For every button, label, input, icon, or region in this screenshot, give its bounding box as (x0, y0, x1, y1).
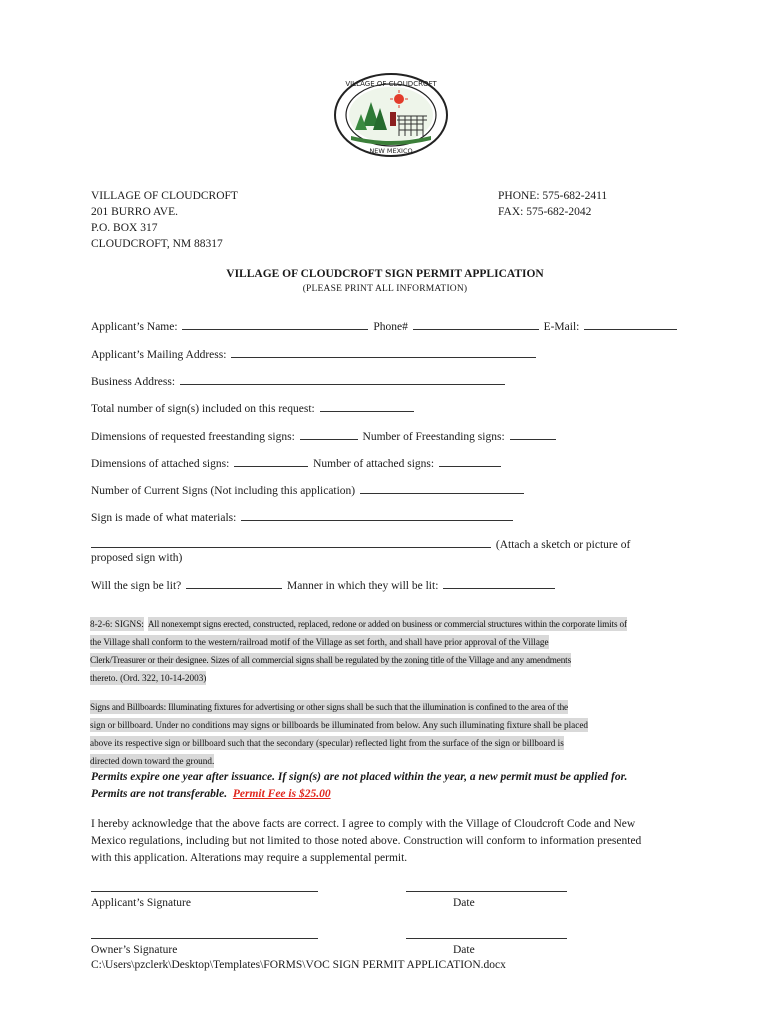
applicant-name-input[interactable] (182, 318, 368, 330)
lit-row (91, 577, 557, 594)
freestanding-number-input[interactable] (510, 428, 556, 440)
address-line: CLOUDCROFT, NM 88317 (91, 238, 223, 250)
total-signs-input[interactable] (320, 400, 414, 412)
date-label-2: Date (453, 944, 475, 956)
billboard-ordinance (90, 697, 680, 769)
acknowledgement (91, 816, 641, 867)
address-line: 201 BURRO AVE. (91, 206, 179, 218)
materials-row (91, 509, 515, 526)
ack-line: with this application. Alterations may require a supplemental permit. (91, 852, 408, 864)
business-address-input[interactable] (180, 373, 505, 385)
form-subtitle: (PLEASE PRINT ALL INFORMATION) (302, 284, 468, 294)
business-address-row (91, 373, 507, 390)
billboard-line: Signs and Billboards: Illuminating fixtures for advertising or other signs shall be such that the illumination is confined to the area of the (90, 702, 568, 712)
sketch-note: (Attach a sketch or picture of (495, 539, 631, 551)
sketch-input[interactable] (91, 536, 491, 548)
transfer-separator: . (224, 788, 233, 800)
svg-text:VILLAGE OF CLOUDCROFT: VILLAGE OF CLOUDCROFT (345, 80, 437, 88)
phone-text: PHONE: 575-682-2411 (498, 190, 608, 202)
expiration-line: Permits expire one year after issuance. If sign(s) are not placed within the year, a new permit must be applied for. (91, 771, 628, 783)
attached-dimensions-input[interactable] (234, 455, 308, 467)
date-label-1: Date (453, 897, 475, 909)
contact-block (498, 188, 607, 220)
lit-label: Will the sign be lit? (91, 580, 182, 592)
phone-input[interactable] (413, 318, 539, 330)
transfer-line (91, 786, 691, 803)
phone-label: Phone# (373, 321, 408, 333)
freestanding-dimensions-label: Dimensions of requested freestanding signs: (91, 431, 295, 443)
address-block (91, 188, 238, 252)
business-address-label: Business Address: (91, 376, 176, 388)
applicant-signature-label: Applicant’s Signature (91, 897, 191, 909)
svg-text:NEW MEXICO: NEW MEXICO (369, 147, 413, 155)
lit-manner-label: Manner in which they will be lit: (287, 580, 439, 592)
email-input[interactable] (584, 318, 677, 330)
form-title: VILLAGE OF CLOUDCROFT SIGN PERMIT APPLICATION (226, 268, 544, 280)
current-signs-label: Number of Current Signs (Not including this application) (91, 485, 356, 497)
email-label: E-Mail: (543, 321, 580, 333)
billboard-line: sign or billboard. Under no conditions may signs or billboards be illuminated from below. Any such illuminating fixture shall be placed (90, 720, 588, 730)
freestanding-number-label: Number of Freestanding signs: (362, 431, 505, 443)
address-line: P.O. BOX 317 (91, 222, 158, 234)
lit-manner-input[interactable] (443, 577, 555, 589)
lit-input[interactable] (186, 577, 282, 589)
date-line-1[interactable] (406, 891, 567, 892)
signs-ordinance (90, 614, 680, 686)
mailing-address-row (91, 346, 538, 363)
attached-row (91, 455, 503, 472)
signs-line: Clerk/Treasurer or their designee. Sizes of all commercial signs shall be regulated by the zoning title of the Village and any amendments (90, 655, 572, 665)
transfer-text: Permits are not transferable (91, 788, 225, 800)
fax-text: FAX: 575-682-2042 (498, 206, 592, 218)
freestanding-dimensions-input[interactable] (300, 428, 358, 440)
current-signs-row (91, 482, 526, 499)
signs-heading: 8-2-6: SIGNS: (90, 619, 144, 629)
village-seal-logo (333, 72, 449, 158)
owner-signature-label: Owner’s Signature (91, 944, 178, 956)
mailing-address-label: Applicant’s Mailing Address: (91, 349, 227, 361)
total-signs-row (91, 400, 416, 417)
current-signs-input[interactable] (360, 482, 524, 494)
address-line: VILLAGE OF CLOUDCROFT (91, 190, 238, 202)
signs-line: the Village shall conform to the western/railroad motif of the Village as set forth, and shall have prior approval of the Village (90, 637, 549, 647)
billboard-line: above its respective sign or billboard such that the secondary (specular) reflected light from the surface of the sign or billboard is (90, 738, 564, 748)
expiration-notice (91, 769, 691, 803)
owner-signature-line[interactable] (91, 938, 318, 939)
ack-line: Mexico regulations, including but not limited to those noted above. Construction will conform to information presented (91, 835, 642, 847)
attached-number-input[interactable] (439, 455, 501, 467)
attached-number-label: Number of attached signs: (313, 458, 435, 470)
billboard-line: directed down toward the ground. (90, 756, 215, 766)
freestanding-row (91, 428, 558, 445)
materials-label: Sign is made of what materials: (91, 512, 237, 524)
applicant-name-label: Applicant’s Name: (91, 321, 178, 333)
applicant-name-row (91, 318, 679, 335)
mailing-address-input[interactable] (231, 346, 536, 358)
date-line-2[interactable] (406, 938, 567, 939)
footer-file-path: C:\Users\pzclerk\Desktop\Templates\FORMS\VOC SIGN PERMIT APPLICATION.docx (91, 959, 506, 971)
permit-fee: Permit Fee is $25.00 (232, 788, 331, 800)
signs-line: thereto. (Ord. 322, 10-14-2003) (90, 673, 207, 683)
ack-line: I hereby acknowledge that the above facts are correct. I agree to comply with the Village of Cloudcroft Code and New (91, 818, 636, 830)
attached-dimensions-label: Dimensions of attached signs: (91, 458, 230, 470)
total-signs-label: Total number of sign(s) included on this request: (91, 403, 315, 415)
sketch-note-2: proposed sign with) (91, 552, 183, 564)
applicant-signature-line[interactable] (91, 891, 318, 892)
materials-input[interactable] (241, 509, 513, 521)
signs-line: All nonexempt signs erected, constructed, replaced, redone or added on business or commercial structures within the corporate limits of (147, 619, 627, 629)
